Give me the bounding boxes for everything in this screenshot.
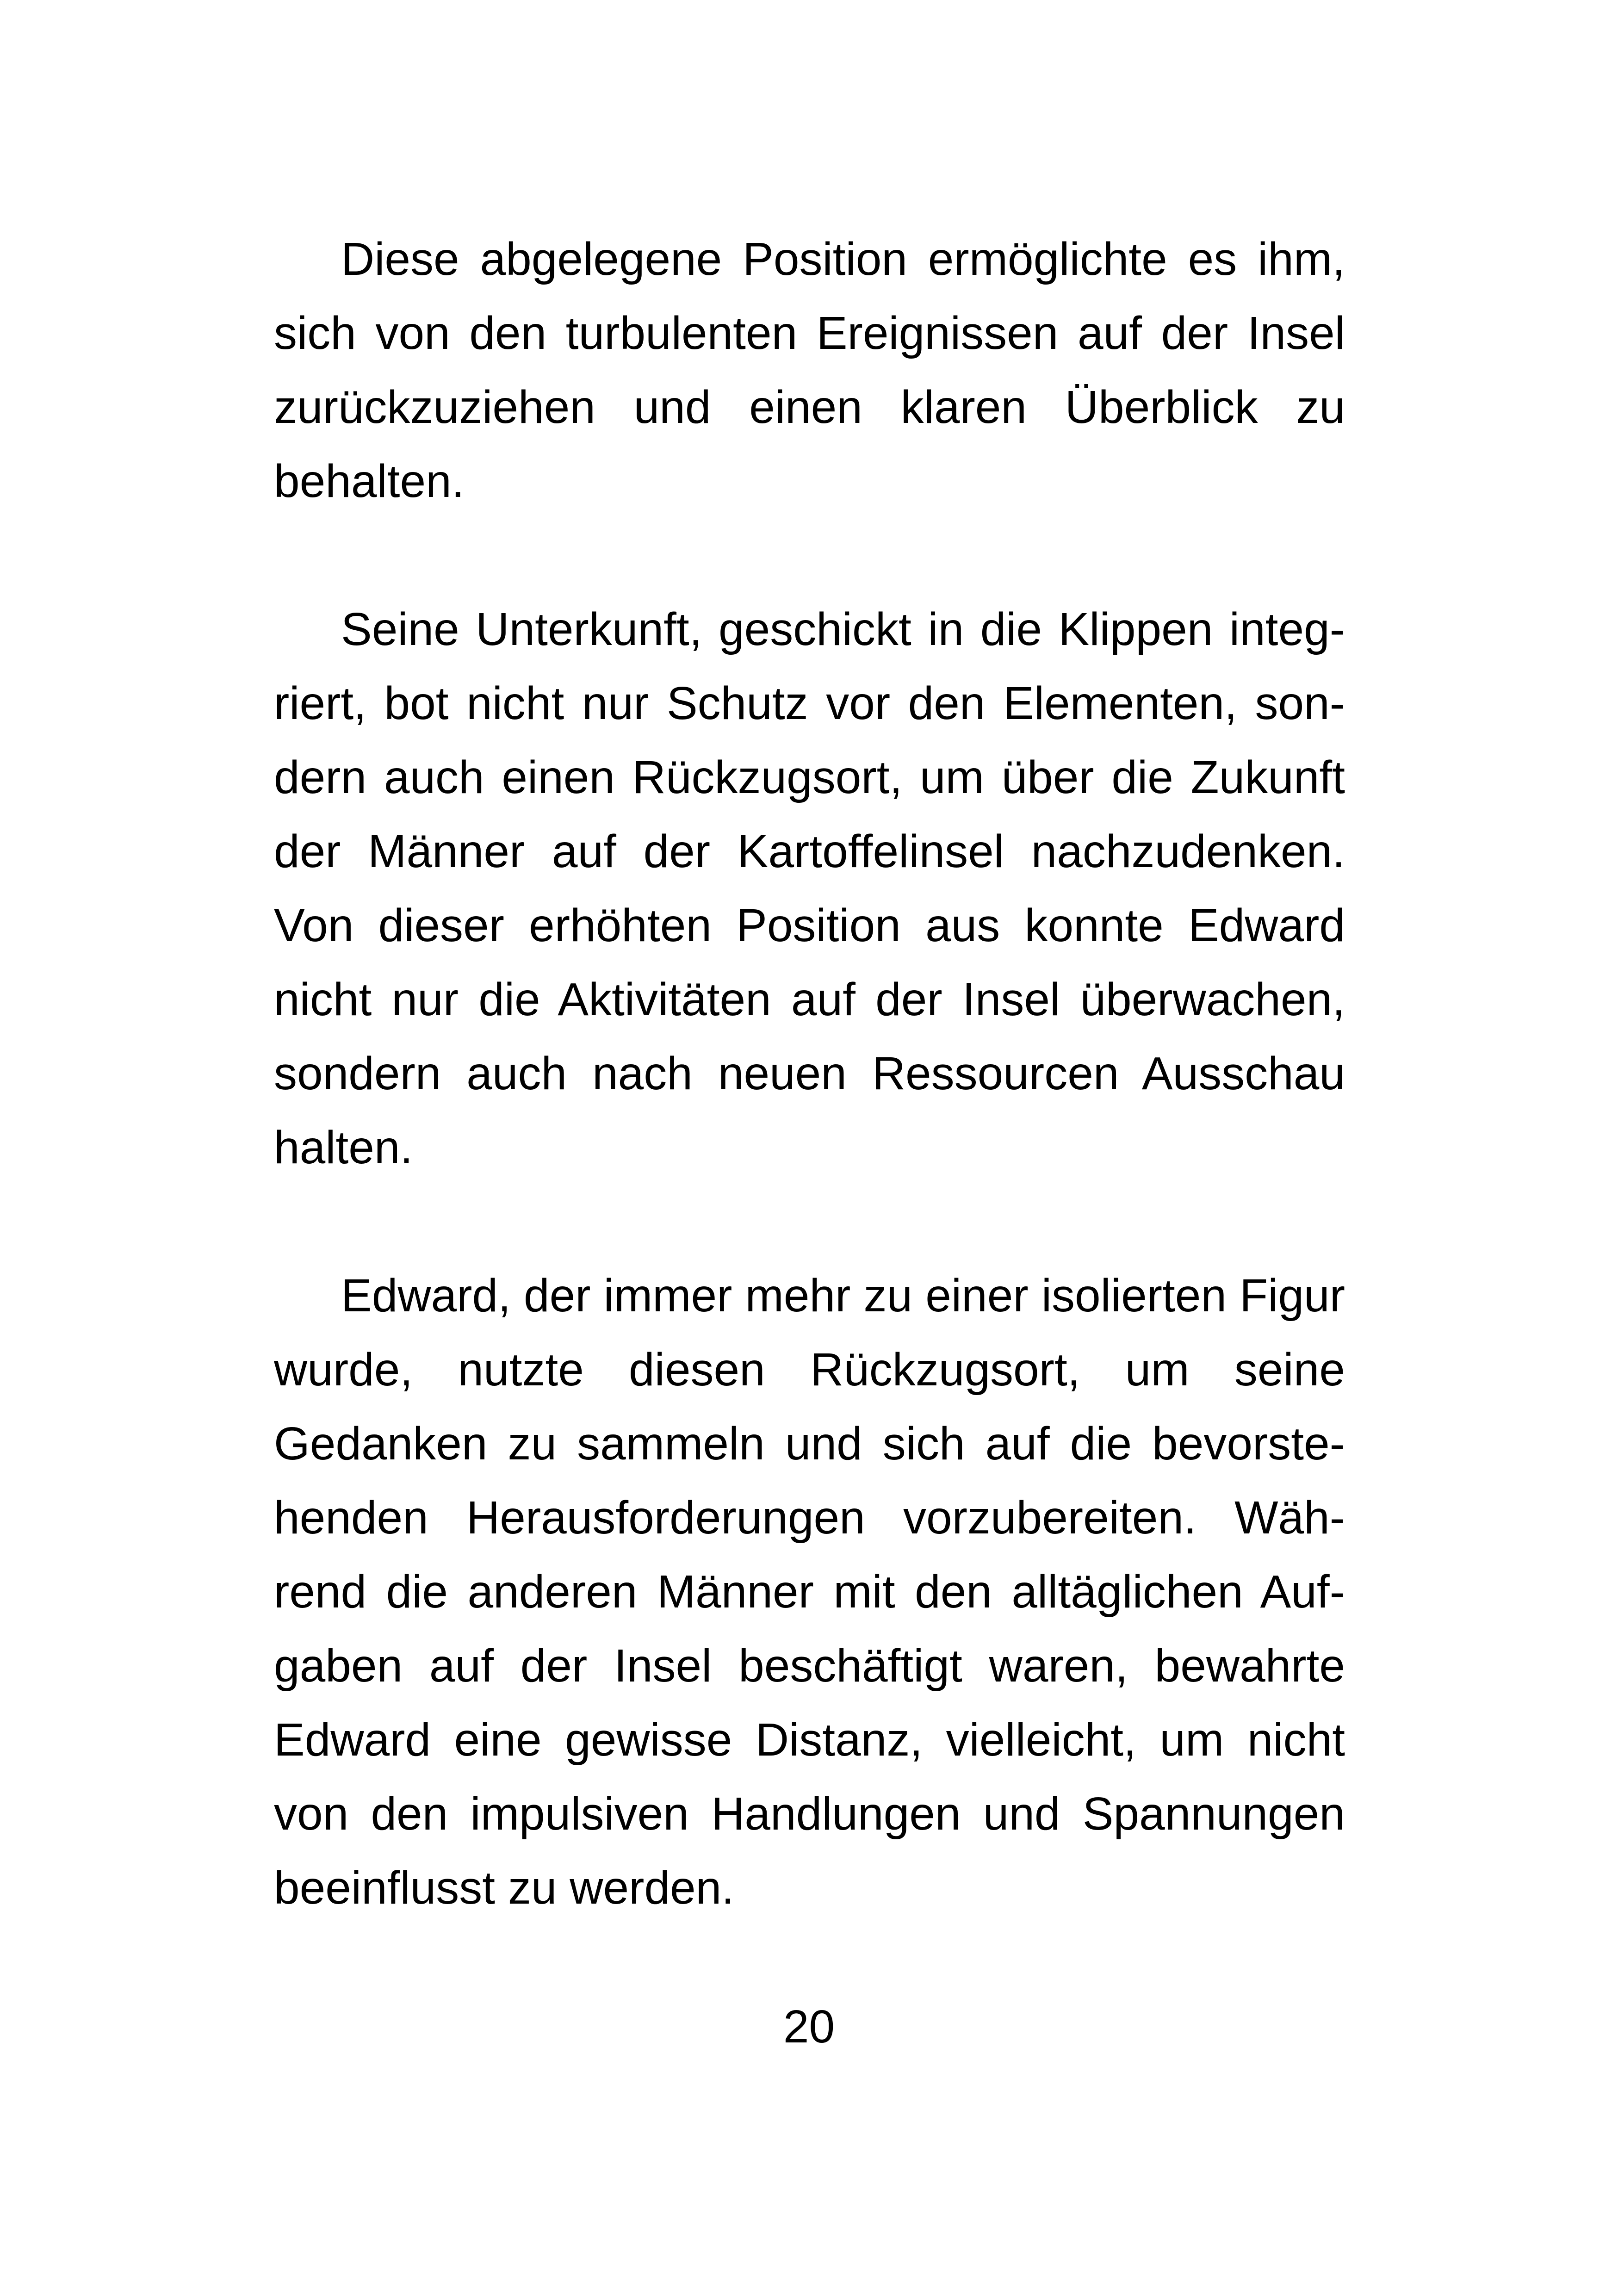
paragraph-line: dern auch einen Rückzugsort, um über die Zukunft <box>274 751 1345 803</box>
paragraph-line: von den impulsiven Handlungen und Spannungen <box>274 1788 1345 1840</box>
paragraph-line: Seine Unterkunft, geschickt in die Klippen integ- <box>341 603 1345 655</box>
paragraph-line: Diese abgelegene Position ermöglichte es ihm, <box>341 233 1345 285</box>
paragraph-line: sondern auch nach neuen Ressourcen Ausschau <box>274 1048 1345 1099</box>
paragraph-line: gaben auf der Insel beschäftigt waren, bewahrte <box>274 1640 1345 1692</box>
paragraph-line: Edward, der immer mehr zu einer isolierten Figur <box>341 1270 1345 1322</box>
paragraph-line: halten. <box>274 1122 413 1173</box>
paragraph-line: Edward eine gewisse Distanz, vielleicht, um nicht <box>274 1714 1345 1766</box>
paragraph-line: Gedanken zu sammeln und sich auf die bevorste- <box>274 1418 1345 1470</box>
paragraph-line: riert, bot nicht nur Schutz vor den Elementen, son- <box>274 677 1345 729</box>
paragraph-line: sich von den turbulenten Ereignissen auf der Insel <box>274 307 1345 359</box>
paragraph-line: wurde, nutzte diesen Rückzugsort, um seine <box>274 1344 1345 1396</box>
paragraph-line: behalten. <box>274 455 465 507</box>
paragraph-line: nicht nur die Aktivitäten auf der Insel überwachen, <box>274 974 1345 1025</box>
paragraph-line: der Männer auf der Kartoffelinsel nachzudenken. <box>274 825 1345 877</box>
paragraph-line: Von dieser erhöhten Position aus konnte Edward <box>274 900 1345 951</box>
page-number: 20 <box>783 2001 835 2053</box>
paragraph-line: zurückzuziehen und einen klaren Überblick zu <box>274 381 1345 433</box>
paragraph-line: henden Herausforderungen vorzubereiten. Wäh- <box>274 1492 1345 1544</box>
paragraph-line: beeinflusst zu werden. <box>274 1862 735 1914</box>
paragraph-line: rend die anderen Männer mit den alltäglichen Auf- <box>274 1566 1345 1618</box>
